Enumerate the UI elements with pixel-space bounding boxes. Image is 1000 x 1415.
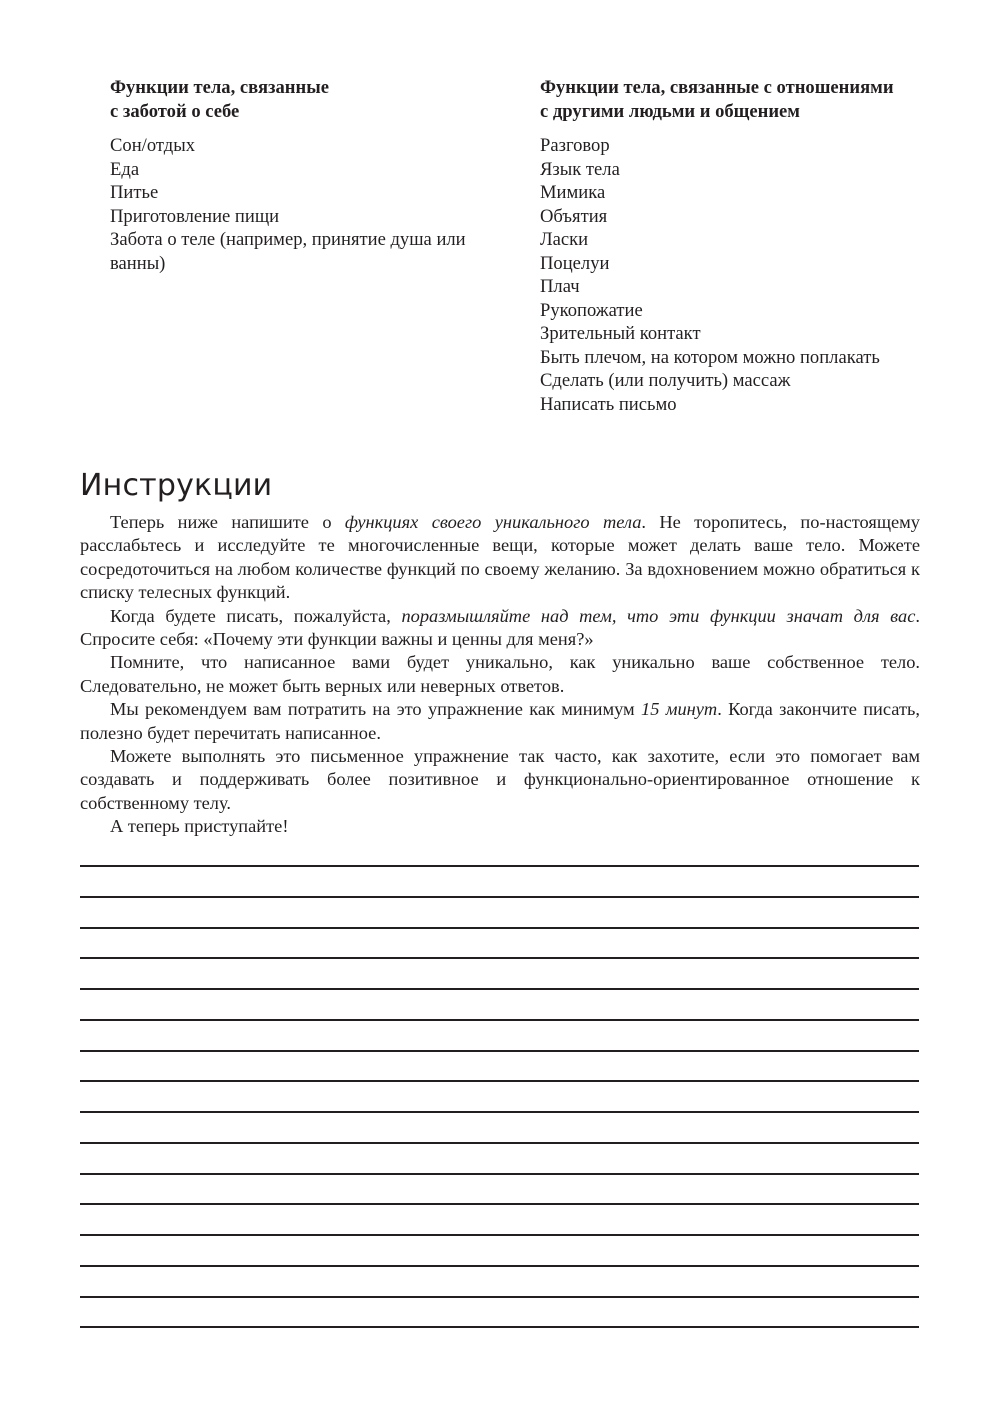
writing-line[interactable] — [80, 865, 919, 867]
list-item: Питье — [110, 182, 159, 203]
list-item: Еда — [110, 158, 140, 180]
text: А теперь приступайте! — [110, 816, 289, 837]
list-item: Забота о теле (например, принятие душа или ванны) — [110, 229, 466, 274]
list-item: Разговор — [540, 135, 610, 156]
writing-line[interactable] — [80, 927, 919, 929]
list-item: Объятия — [540, 205, 608, 227]
writing-line[interactable] — [80, 1234, 919, 1236]
writing-line[interactable] — [80, 1203, 919, 1205]
writing-area[interactable] — [80, 0, 919, 1415]
instructions-title: Инструкции — [80, 468, 273, 503]
list-item: Рукопожатие — [540, 299, 643, 321]
text: Помните, что написанное вами будет уникально, как уникально ваше собственное тело. Следовательно, не может быть верных или неверных ответов. — [80, 652, 920, 696]
writing-line[interactable] — [80, 1050, 919, 1052]
list-item: Приготовление пищи — [110, 205, 280, 227]
list-item: Сон/отдых — [110, 135, 195, 156]
writing-line[interactable] — [80, 1326, 919, 1328]
writing-line[interactable] — [80, 1019, 919, 1021]
writing-line[interactable] — [80, 1173, 919, 1175]
writing-line[interactable] — [80, 1296, 919, 1298]
list-item: Быть плечом, на котором можно поплакать — [540, 346, 880, 368]
writing-line[interactable] — [80, 957, 919, 959]
emphasis-text: функциях своего уникального тела — [344, 512, 642, 532]
list-item: Сделать (или получить) массаж — [540, 370, 791, 391]
writing-line[interactable] — [80, 1080, 919, 1082]
list-item: Плач — [540, 276, 580, 297]
text: . Когда закончите писать, полезно будет перечитать написанное. — [80, 699, 920, 743]
writing-line[interactable] — [80, 1142, 919, 1144]
text: Можете выполнять это письменное упражнение так часто, как захотите, если это помогает вам создавать и поддерживать более позитивное и функционально-ориентированное отношение к собственному телу. — [80, 746, 920, 813]
emphasis-text: поразмышляйте над тем, что эти функции значат для вас — [401, 605, 916, 626]
list-item: Зрительный контакт — [540, 323, 701, 344]
list-item: Мимика — [540, 182, 606, 203]
list-item: Язык тела — [540, 158, 620, 180]
writing-line[interactable] — [80, 1111, 919, 1113]
text: Мы рекомендуем вам потратить на это упражнение как минимум — [110, 699, 641, 720]
heading-line: Функции тела, связанные с отношениями — [540, 77, 894, 98]
text: . Спросите себя: «Почему эти функции важны и ценны для меня?» — [80, 605, 920, 650]
list-item: Поцелуи — [540, 252, 610, 274]
text: . Не торопитесь, по-настоящему расслабьтесь и исследуйте те многочисленные вещи, которые может делать ваше тело. Можете сосредоточиться на любом количестве функций по своему желанию. За вдохновением можно обратиться к списку телесных функций. — [80, 512, 920, 603]
heading-line: с заботой о себе — [110, 100, 240, 122]
emphasis-text: 15 минут — [641, 699, 718, 720]
heading-line: Функции тела, связанные — [110, 77, 329, 98]
writing-line[interactable] — [80, 896, 919, 898]
heading-line: с другими людьми и общением — [540, 100, 800, 122]
list-item: Написать письмо — [540, 393, 677, 415]
writing-line[interactable] — [80, 988, 919, 990]
list-item: Ласки — [540, 229, 589, 250]
text: Теперь ниже напишите о — [110, 512, 345, 532]
writing-line[interactable] — [80, 1265, 919, 1267]
text: Когда будете писать, пожалуйста, — [110, 605, 402, 626]
